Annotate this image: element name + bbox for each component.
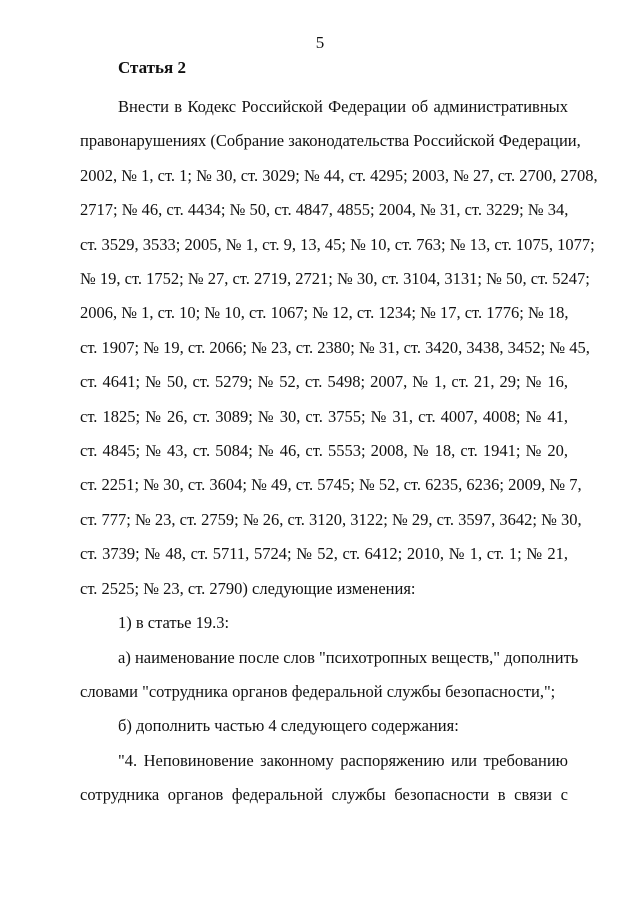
text-line: № 19, ст. 1752; № 27, ст. 2719, 2721; № 30, ст. 3104, 3131; № 50, ст. 5247; [80, 269, 590, 289]
paragraph [80, 709, 568, 743]
text-line: 2002, № 1, ст. 1; № 30, ст. 3029; № 44, ст. 4295; 2003, № 27, ст. 2700, 2708, [80, 165, 598, 185]
document-body [80, 90, 598, 813]
text-line: ст. 2251; № 30, ст. 3604; № 49, ст. 5745; № 52, ст. 6235, 6236; 2009, № 7, [80, 475, 582, 495]
text-line: ст. 3529, 3533; 2005, № 1, ст. 9, 13, 45; № 10, ст. 763; № 13, ст. 1075, 1077; [80, 234, 595, 254]
text-line: ст. 4641; № 50, ст. 5279; № 52, ст. 5498; 2007, № 1, ст. 21, 29; № 16, [80, 372, 568, 392]
text-line: б) дополнить частью 4 следующего содержания: [118, 716, 459, 736]
text-line: ст. 1825; № 26, ст. 3089; № 30, ст. 3755; № 31, ст. 4007, 4008; № 41, [80, 406, 568, 426]
text-line: 2717; № 46, ст. 4434; № 50, ст. 4847, 4855; 2004, № 31, ст. 3229; № 34, [80, 200, 569, 220]
text-line: словами "сотрудника органов федеральной службы безопасности,"; [80, 681, 556, 701]
paragraph [80, 606, 568, 640]
text-line: ст. 4845; № 43, ст. 5084; № 46, ст. 5553; 2008, № 18, ст. 1941; № 20, [80, 441, 568, 461]
paragraph [80, 744, 568, 813]
text-line: правонарушениях (Собрание законодательства Российской Федерации, [80, 131, 581, 151]
page-number: 5 [315, 33, 325, 52]
text-line: ст. 2525; № 23, ст. 2790) следующие изменения: [80, 578, 416, 598]
paragraph [80, 641, 579, 710]
text-line: ст. 1907; № 19, ст. 2066; № 23, ст. 2380; № 31, ст. 3420, 3438, 3452; № 45, [80, 337, 590, 357]
text-line: 2006, № 1, ст. 10; № 10, ст. 1067; № 12, ст. 1234; № 17, ст. 1776; № 18, [80, 303, 569, 323]
text-line: Внести в Кодекс Российской Федерации об административных [118, 97, 568, 116]
paragraph [80, 90, 598, 606]
text-line: ст. 3739; № 48, ст. 5711, 5724; № 52, ст. 6412; 2010, № 1, ст. 1; № 21, [80, 544, 568, 564]
text-line: сотрудника органов федеральной службы безопасности в связи с [80, 785, 568, 805]
text-line: а) наименование после слов "психотропных веществ," дополнить [118, 647, 579, 667]
text-line: 1) в статье 19.3: [118, 613, 230, 633]
text-line: ст. 777; № 23, ст. 2759; № 26, ст. 3120, 3122; № 29, ст. 3597, 3642; № 30, [80, 509, 582, 529]
article-title: Статья 2 [118, 58, 186, 77]
text-line: "4. Неповиновение законному распоряжению или требованию [118, 750, 568, 770]
